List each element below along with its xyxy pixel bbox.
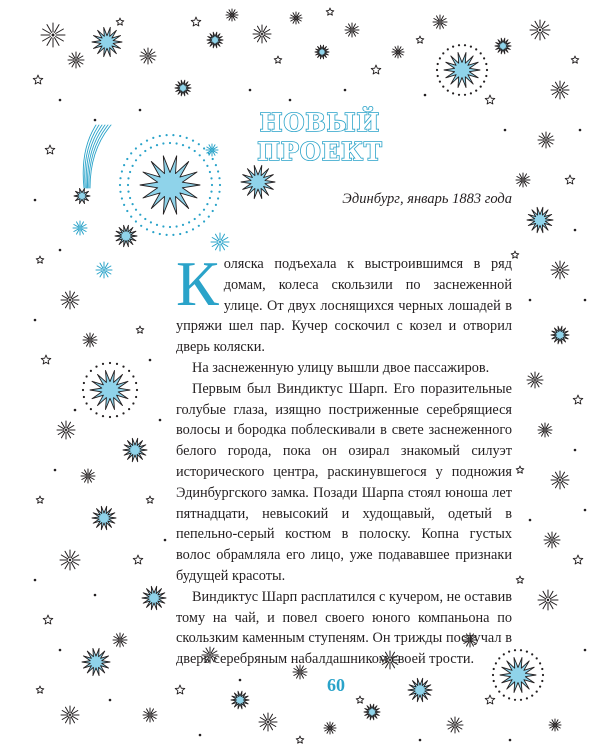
star-icon	[146, 496, 154, 503]
snowflake-icon	[41, 23, 65, 47]
star-icon	[356, 696, 364, 703]
snowflake-icon	[444, 53, 480, 88]
snowflake-icon	[140, 48, 156, 64]
star-icon	[326, 8, 334, 15]
snowflake-icon	[60, 550, 80, 570]
place-date: Эдинбург, январь 1883 года	[342, 191, 512, 207]
snowflake-icon	[551, 471, 569, 489]
snowflake-icon	[549, 719, 561, 731]
snowflake-icon	[538, 423, 552, 437]
snowflake-icon	[142, 586, 166, 609]
snowflake-icon	[175, 80, 191, 96]
snowflake-icon	[364, 704, 380, 720]
star-icon	[43, 615, 53, 624]
star-icon	[133, 555, 143, 564]
snowflake-icon	[253, 25, 271, 43]
snowflake-icon	[290, 12, 302, 24]
snowflake-icon	[530, 20, 550, 40]
snowflake-icon	[140, 156, 200, 214]
snowflake-icon	[538, 132, 554, 148]
star-icon	[191, 17, 201, 26]
paragraph: Первым был Виндиктус Шарп. Его поразительные голубые глаза, изящно постриженные серебрящиеся волосы и бородка поблескивали в свете заснеженного белого города, пока он озирал знакомый силуэт исторического центра, раскинувшегося у подножия Эдинбургского замка. Позади Шарпа стоял юноша лет пятнадцати, невысокий и худощавый, одетый в пепельно-серый костюм в полоску. Копна густых волос обрамляла его лицо, уже подававшее признаки будущей красоты.	[176, 380, 512, 584]
snowflake-icon	[259, 713, 277, 731]
star-icon	[36, 686, 44, 693]
star-icon	[116, 18, 124, 25]
snowflake-icon	[495, 38, 511, 54]
snowflake-icon	[551, 81, 569, 99]
snowflake-icon	[61, 706, 79, 724]
star-icon	[416, 36, 424, 43]
snowflake-icon	[516, 173, 530, 187]
paragraph-text: оляска подъехала к выстроившимся в ряд домам, колеса скользили по заснеженной улице. От двух лоснящихся черных лошадей в упряжи шел пар. Кучер соскочил с козел и отворил дверь коляски.	[176, 256, 512, 356]
star-icon	[573, 555, 583, 564]
snowflake-icon	[226, 9, 238, 21]
snowflake-icon	[81, 469, 95, 483]
snowflake-icon	[324, 722, 336, 734]
snowflake-icon	[544, 532, 560, 548]
star-icon	[516, 576, 524, 583]
snowflake-icon	[527, 207, 553, 232]
page-number: 60	[327, 675, 345, 695]
star-icon	[565, 175, 575, 184]
snowflake-icon	[113, 633, 127, 647]
star-icon	[516, 466, 524, 473]
body-text	[176, 248, 512, 670]
star-icon	[45, 145, 55, 154]
snowflake-icon	[143, 708, 157, 722]
star-icon	[573, 395, 583, 404]
star-icon	[36, 496, 44, 503]
paragraph: На заснеженную улицу вышли двое пассажиров.	[192, 359, 490, 376]
star-icon	[33, 75, 43, 84]
star-icon	[571, 56, 579, 63]
star-icon	[136, 326, 144, 333]
paragraph: Виндиктус Шарп расплатился с кучером, не оставив тому на чай, и повел своего юного компаньона по скользким каменным ступеням. Он трижды постучал в дверь серебряным набалдашником своей трости.	[176, 588, 512, 668]
snowflake-icon	[92, 27, 122, 56]
star-icon	[485, 695, 495, 704]
snowflake-icon	[73, 221, 87, 235]
snowflake-icon	[68, 52, 84, 68]
snowflake-icon	[61, 291, 79, 309]
snowflake-icon	[315, 45, 329, 59]
snowflake-icon	[115, 225, 137, 246]
snowflake-icon	[551, 326, 569, 344]
star-icon	[511, 251, 519, 258]
snowflake-icon	[408, 678, 432, 701]
star-icon	[296, 736, 304, 743]
snowflake-icon	[551, 261, 569, 279]
snowflake-icon	[96, 262, 112, 278]
snowflake-icon	[447, 717, 463, 733]
star-icon	[41, 355, 51, 364]
snowflake-icon	[392, 46, 404, 58]
star-icon	[36, 256, 44, 263]
star-icon	[485, 95, 495, 104]
snowflake-icon	[123, 438, 147, 461]
snowflake-icon	[74, 188, 90, 203]
snowflake-icon	[92, 506, 116, 529]
chapter-title: НОВЫЙ ПРОЕКТ	[257, 108, 383, 166]
snowflake-icon	[83, 333, 97, 347]
snowflake-icon	[207, 32, 223, 48]
snowflake-icon	[57, 421, 75, 439]
paragraph	[176, 248, 512, 358]
star-icon	[274, 56, 282, 63]
snowflake-icon	[527, 372, 543, 388]
snowflake-icon	[538, 590, 558, 610]
snowflake-icon	[82, 648, 110, 675]
snowflake-icon	[433, 15, 447, 29]
star-icon	[371, 65, 381, 74]
snowflake-icon	[231, 691, 249, 709]
comet-icon	[74, 125, 111, 204]
drop-cap: К	[176, 248, 219, 319]
snowflake-icon	[345, 23, 359, 37]
snowflake-icon	[90, 371, 130, 410]
star-icon	[175, 685, 185, 694]
